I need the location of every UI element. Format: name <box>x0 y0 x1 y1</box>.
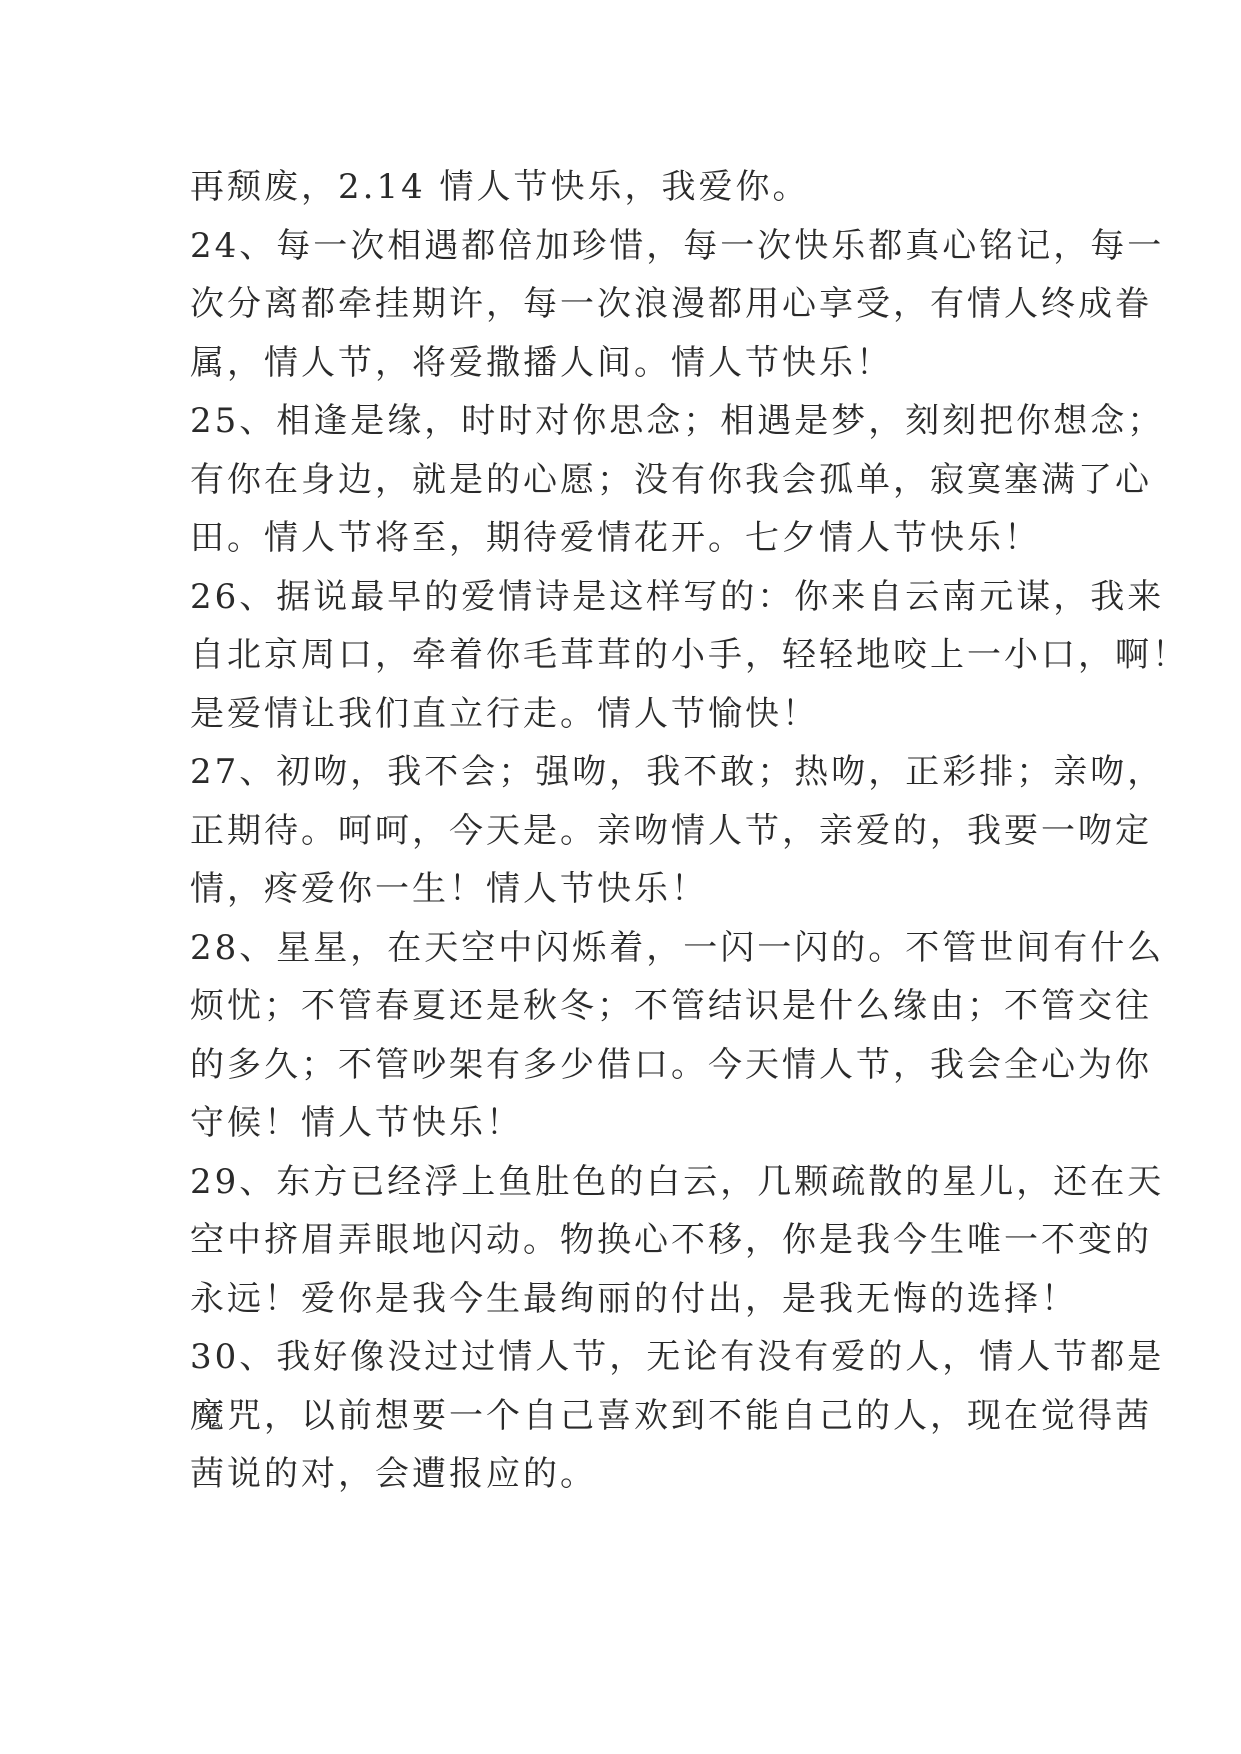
text-line: 24、每一次相遇都倍加珍惜，每一次快乐都真心铭记，每一 <box>190 225 1165 266</box>
text-line: 28、星星，在天空中闪烁着，一闪一闪的。不管世间有什么 <box>190 927 1165 968</box>
text-line: 27、初吻，我不会；强吻，我不敢；热吻，正彩排；亲吻， <box>190 752 1165 792</box>
text-line: 茜说的对，会遭报应的。 <box>190 1454 597 1494</box>
text-line: 次分离都牵挂期许，每一次浪漫都用心享受，有情人终成眷 <box>190 284 1152 324</box>
text-line: 正期待。呵呵，今天是。亲吻情人节，亲爱的，我要一吻定 <box>190 810 1152 851</box>
text-line: 26、据说最早的爱情诗是这样写的：你来自云南元谋，我来 <box>190 576 1165 617</box>
text-line: 是爱情让我们直立行走。情人节愉快！ <box>190 693 819 734</box>
text-line: 烦忧；不管春夏还是秋冬；不管结识是什么缘由；不管交往 <box>190 986 1152 1026</box>
text-line: 守候！情人节快乐！ <box>190 1103 523 1143</box>
text-line: 30、我好像没过过情人节，无论有没有爱的人，情人节都是 <box>190 1337 1165 1377</box>
body-text <box>190 158 1189 1504</box>
text-line: 永远！爱你是我今生最绚丽的付出，是我无悔的选择！ <box>190 1278 1078 1319</box>
text-line: 魔咒，以前想要一个自己喜欢到不能自己的人，现在觉得茜 <box>190 1395 1152 1436</box>
text-line: 空中挤眉弄眼地闪动。物换心不移，你是我今生唯一不变的 <box>190 1220 1152 1260</box>
text-line: 属，情人节，将爱撒播人间。情人节快乐！ <box>190 342 893 383</box>
text-line: 田。情人节将至，期待爱情花开。七夕情人节快乐！ <box>190 518 1041 558</box>
text-line: 自北京周口，牵着你毛茸茸的小手，轻轻地咬上一小口，啊！ <box>190 635 1189 675</box>
text-line: 的多久；不管吵架有多少借口。今天情人节，我会全心为你 <box>190 1044 1152 1085</box>
text-line: 再颓废，2.14 情人节快乐，我爱你。 <box>190 167 810 207</box>
text-line: 25、相逢是缘，时时对你思念；相遇是梦，刻刻把你想念； <box>190 401 1165 441</box>
text-line: 有你在身边，就是的心愿；没有你我会孤单，寂寞塞满了心 <box>190 459 1152 500</box>
text-line: 情，疼爱你一生！情人节快乐！ <box>190 869 708 909</box>
text-line: 29、东方已经浮上鱼肚色的白云，几颗疏散的星儿，还在天 <box>190 1161 1165 1202</box>
